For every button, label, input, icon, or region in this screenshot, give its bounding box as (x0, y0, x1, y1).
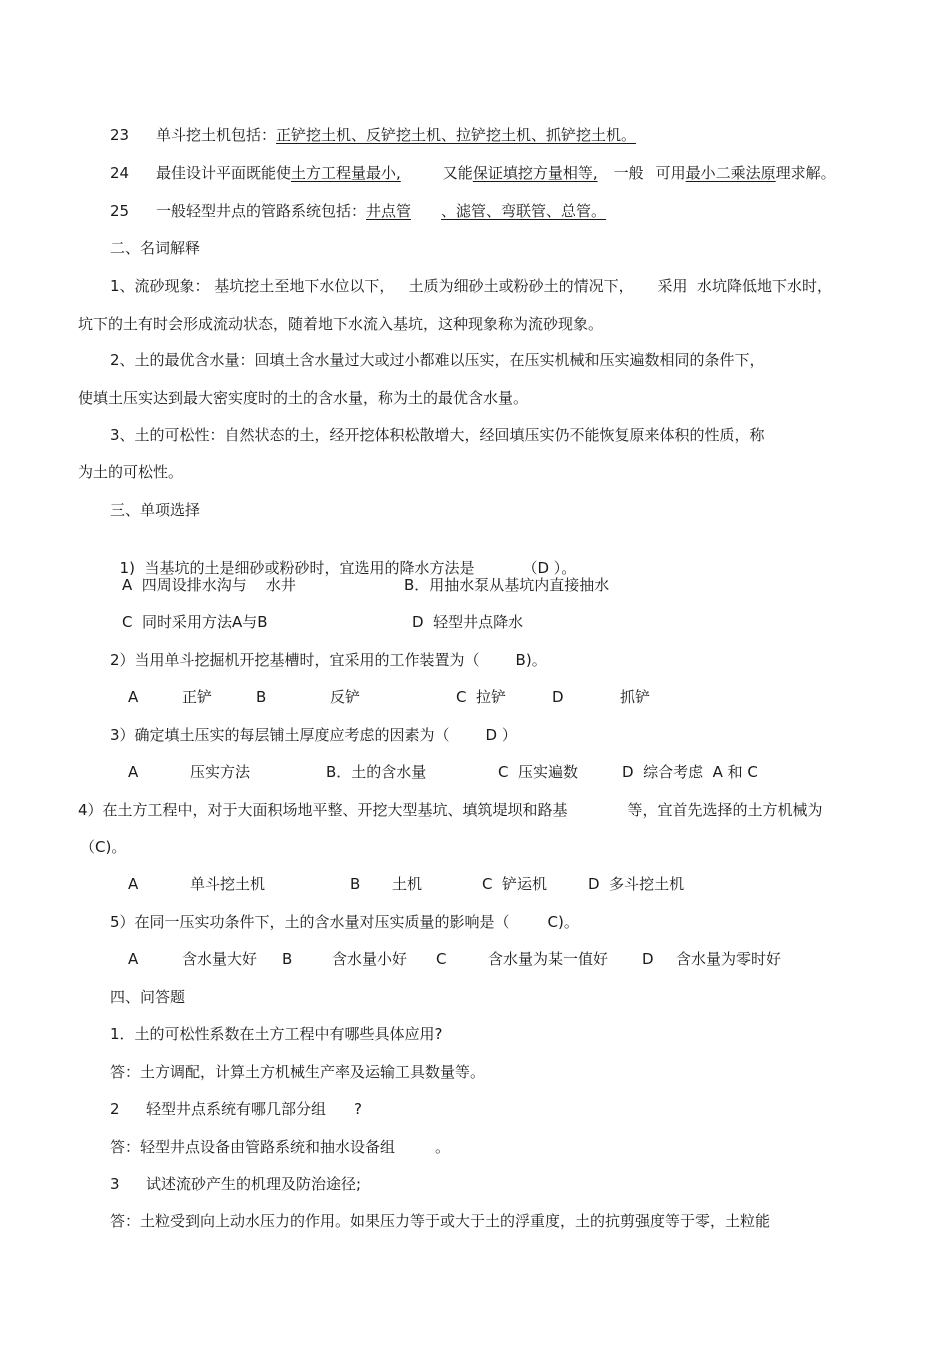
definition-optimum-moisture-line2: 使填土压实达到最大密实度时的土的含水量，称为土的最优含水量。 (78, 389, 529, 407)
question-mark: ? (354, 1100, 362, 1118)
question-1-option-a: A 四周设排水沟与 水井 (122, 576, 296, 594)
question-5-option-a: 含水量大好 (182, 950, 258, 968)
answer-end-mark: 。 (435, 1138, 451, 1156)
question-4-option-a: 单斗挖土机 (190, 875, 266, 893)
question-text: 轻型井点系统有哪几部分组 (146, 1100, 327, 1118)
item-text: 一般轻型井点的管路系统包括： (156, 202, 367, 220)
question-2-option-c: C 拉铲 (456, 688, 507, 706)
item-number: 25 (110, 202, 130, 220)
underlined-answer: 正铲挖土机、反铲挖土机、拉铲挖土机、抓铲挖土机。 (276, 126, 637, 144)
question-3-option-a-letter: A (128, 763, 139, 781)
fill-item-23 (110, 125, 686, 145)
question-text: 4）在土方工程中，对于大面积场地平整、开挖大型基坑、填筑堤坝和路基 (78, 801, 568, 819)
definition-optimum-moisture-line1: 2、土的最优含水量：回填土含水量过大或过小都难以压实，在压实机械和压实遍数相同的条件下， (110, 351, 765, 369)
qa-answer-2 (110, 1137, 450, 1157)
fill-item-25 (110, 201, 630, 221)
section-heading-definitions: 二、名词解释 (110, 239, 201, 257)
question-2-option-d: 抓铲 (620, 688, 651, 706)
question-3-option-d: D 综合考虑 A 和 C (622, 763, 758, 781)
question-4-option-a-letter: A (128, 875, 139, 893)
question-5-option-d: 含水量为零时好 (676, 950, 782, 968)
qa-question-3 (110, 1174, 361, 1194)
question-4-option-c: C 铲运机 (482, 875, 548, 893)
item-text: 最佳设计平面既能使 (156, 164, 292, 182)
underlined-answer: 保证填挖方量相等, (472, 164, 598, 182)
question-text: 2）当用单斗挖掘机开挖基槽时，宜采用的工作装置为（ (110, 651, 480, 669)
section-heading-single-choice: 三、单项选择 (110, 501, 201, 519)
underlined-answer: 最小二乘法原 (685, 164, 776, 182)
question-2-option-a-letter: A (128, 688, 139, 706)
question-4-option-b-letter: B (350, 875, 361, 893)
question-3-stem (110, 725, 517, 745)
item-text: 可用 (655, 164, 686, 182)
qa-question-1: 1．土的可松性系数在土方工程中有哪些具体应用? (110, 1025, 443, 1043)
question-5-option-b-letter: B (282, 950, 293, 968)
question-5-option-b: 含水量小好 (332, 950, 408, 968)
question-5-option-c: 含水量为某一值好 (488, 950, 609, 968)
section-heading-qa: 四、问答题 (110, 988, 186, 1006)
question-3-option-c: C 压实遍数 (498, 763, 579, 781)
question-2-stem (110, 650, 547, 670)
qa-answer-1: 答：土方调配，计算土方机械生产率及运输工具数量等。 (110, 1063, 486, 1081)
definition-bulking-line1: 3、土的可松性：自然状态的土，经开挖体积松散增大，经回填压实仍不能恢复原来体积的性质，称 (110, 426, 765, 444)
question-3-option-a: 压实方法 (190, 763, 251, 781)
item-text: 理求解。 (775, 164, 836, 182)
question-5-stem (110, 912, 579, 932)
question-4-stem-line2: （C)。 (80, 838, 127, 856)
question-text: 试述流砂产生的机理及防治途径; (146, 1175, 362, 1193)
question-5-option-d-letter: D (642, 950, 654, 968)
question-text: 3）确定填土压实的每层铺土厚度应考虑的因素为（ (110, 726, 450, 744)
question-4-option-b: 土机 (392, 875, 423, 893)
underlined-answer: 、滤管、弯联管、总管。 (441, 202, 607, 220)
question-5-option-c-letter: C (436, 950, 447, 968)
item-number: 3 (110, 1175, 120, 1193)
question-text: 5）在同一压实功条件下，土的含水量对压实质量的影响是（ (110, 913, 510, 931)
question-2-option-b-letter: B (256, 688, 267, 706)
question-text: 1) 当基坑的土是细砂或粉砂时，宜选用的降水方法是 (119, 559, 475, 577)
answer-mark: （D ）。 (522, 559, 577, 577)
question-text: 等，宜首先选择的土方机械为 (627, 801, 823, 819)
underlined-answer: 井点管 (366, 202, 412, 220)
question-2-option-d-letter: D (552, 688, 564, 706)
question-3-option-b: B．土的含水量 (326, 763, 427, 781)
item-number: 2 (110, 1100, 120, 1118)
item-text: 单斗挖土机包括： (156, 126, 277, 144)
definition-quicksand-line2: 坑下的土有时会形成流动状态，随着地下水流入基坑，这种现象称为流砂现象。 (78, 315, 604, 333)
question-1-stem (110, 538, 576, 578)
question-4-stem-line1 (78, 800, 823, 820)
qa-question-2 (110, 1099, 362, 1119)
answer-mark: B)。 (515, 651, 547, 669)
definition-quicksand-line1: 1、流砂现象： 基坑挖土至地下水位以下， 土质为细砂土或粉砂土的情况下， 采用 水坑降低地下水时， (110, 277, 832, 295)
question-4-option-d: D 多斗挖土机 (588, 875, 685, 893)
question-1-option-c: C 同时采用方法A与B (122, 613, 268, 631)
item-number: 23 (110, 126, 130, 144)
question-2-option-b: 反铲 (330, 688, 361, 706)
item-number: 24 (110, 164, 130, 182)
fill-item-24 (110, 163, 836, 183)
item-text: 又能 (442, 164, 473, 182)
definition-bulking-line2: 为土的可松性。 (78, 463, 184, 481)
qa-answer-3: 答：土粒受到向上动水压力的作用。如果压力等于或大于土的浮重度，土的抗剪强度等于零，土粒能 (110, 1212, 771, 1230)
question-1-option-d: D 轻型井点降水 (412, 613, 524, 631)
question-1-option-b: B．用抽水泵从基坑内直接抽水 (404, 576, 610, 594)
answer-mark: C)。 (547, 913, 579, 931)
item-text: 一般 (613, 164, 644, 182)
answer-mark: D ） (485, 726, 517, 744)
answer-text: 答：轻型井点设备由管路系统和抽水设备组 (110, 1138, 396, 1156)
question-5-option-a-letter: A (128, 950, 139, 968)
underlined-answer: 土方工程量最小, (291, 164, 401, 182)
question-2-option-a: 正铲 (182, 688, 213, 706)
